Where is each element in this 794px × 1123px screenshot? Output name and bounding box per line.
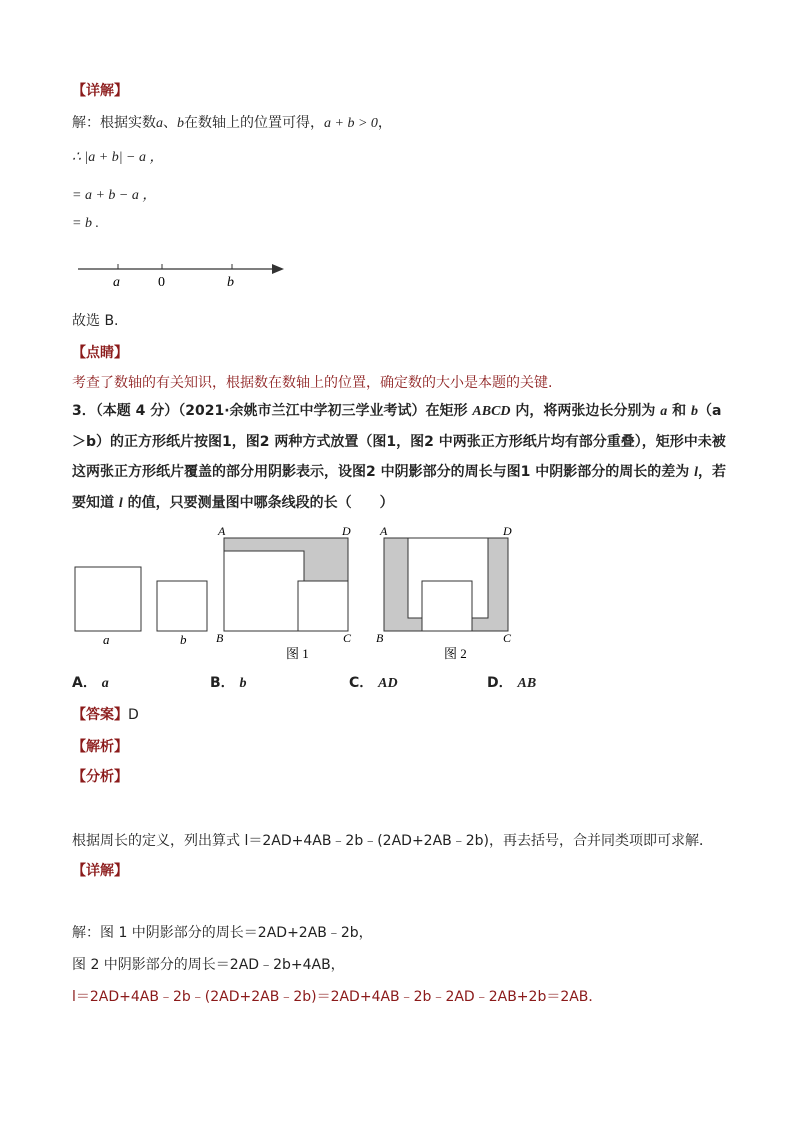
fig1-label-B: B [216,631,224,645]
detail-line-3: l＝2AD+4AB﹣2b﹣(2AD+2AB﹣2b)＝2AD+4AB﹣2b﹣2AD﹣2AB+2b＝2AB． [72,989,603,1005]
option-c-letter: C． [349,675,374,691]
number-line-label-b: b [227,275,234,290]
answer-line [72,704,139,724]
section-heading-analysis: 【解析】 [72,739,128,755]
square-b [157,581,207,631]
option-d-value: AB [517,676,537,691]
question-text-3: 的正方形纸片按图1，图2 两种方式放置（图1，图2 中两张正方形纸片均有部分重叠），矩形中未被这两张正方形纸片覆盖的部分用阴影表示，设图2 中阴影部分的周长与图1 中阴影部分的周长的差为 [72,434,726,480]
number-line-diagram [72,256,302,296]
question-abcd: ABCD [472,404,511,419]
question-text-2: 内，将两张边长分别为 [510,403,661,419]
solution-end: ， [377,115,392,131]
question-text-1: 在矩形 [425,403,473,419]
question-3-text [72,396,732,519]
option-b-letter: B． [210,675,235,691]
question-condition: （a＞b） [72,403,722,450]
answer-label: 【答案】 [72,707,128,723]
option-b[interactable] [210,672,247,692]
question-b: b [691,404,699,419]
option-a[interactable] [72,672,109,692]
section-heading-fenxi: 【分析】 [72,769,128,785]
fig1-caption: 图 1 [286,646,309,661]
fig1-label-A: A [218,524,226,538]
label-b: b [180,632,187,647]
fig1-square-b [298,581,348,631]
separator: 、 [163,115,177,131]
fenxi-text: 根据周长的定义，列出算式 l＝2AD+4AB﹣2b﹣(2AD+2AB﹣2b)，再去括号，合并同类项即可求解． [72,833,714,849]
var-a: a [156,116,163,131]
section-heading-detail-2: 【详解】 [72,863,128,879]
solution-line-1 [72,112,392,132]
square-a [75,567,141,631]
option-c-value: AD [378,676,398,691]
fig2-label-C: C [503,631,512,645]
number-line-label-0: 0 [158,275,165,290]
question-text-5: 的值，只要测量图中哪条线段的长（ ） [122,495,394,511]
label-a: a [103,632,110,647]
fig2-square-b [422,581,472,631]
fig1-label-D: D [342,524,351,538]
section-heading-key-point: 【点睛】 [72,345,128,361]
question-text-4: ，若要知道 [72,464,726,511]
option-c[interactable] [349,672,398,692]
question-source: （本题 4 分）（2021·余姚市兰江中学初三学业考试） [95,403,426,419]
fig1-square-a [224,551,304,631]
question-l: l [694,465,698,480]
key-point-text: 考查了数轴的有关知识，根据数在数轴上的位置，确定数的大小是本题的关键. [72,375,553,391]
solution-prefix: 解：根据实数 [72,115,156,131]
var-b: b [177,116,184,131]
option-b-value: b [239,676,247,691]
answer-value: D [128,707,139,723]
number-line-arrow [272,264,284,274]
conclusion-text: 故选 B. [72,313,119,329]
detail-line-1: 解：图 1 中阴影部分的周长＝2AD+2AB﹣2b， [72,925,373,941]
fig2-label-B: B [376,631,384,645]
question-a: a [660,404,668,419]
question-and: 和 [667,403,692,419]
solution-line-3: = a + b − a ， [72,188,157,203]
fig2-label-D: D [503,524,512,538]
solution-mid: 在数轴上的位置可得， [184,115,324,131]
question-number: 3． [72,403,96,419]
question-l-2: l [118,496,123,511]
section-heading-detail-1: 【详解】 [72,83,128,99]
number-line-label-a: a [113,275,120,290]
inequality: a + b > 0 [324,116,378,131]
fig1-label-C: C [343,631,352,645]
detail-line-2: 图 2 中阴影部分的周长＝2AD﹣2b+4AB， [72,957,345,973]
option-a-letter: A． [72,675,97,691]
option-d[interactable] [487,672,536,692]
fig2-label-A: A [380,524,388,538]
option-a-value: a [101,676,109,691]
fig2-caption: 图 2 [444,646,467,661]
solution-line-4: = b . [72,216,99,231]
question-figures [60,520,540,668]
solution-line-2: ∴ |a + b| − a ， [72,150,164,165]
option-d-letter: D． [487,675,513,691]
